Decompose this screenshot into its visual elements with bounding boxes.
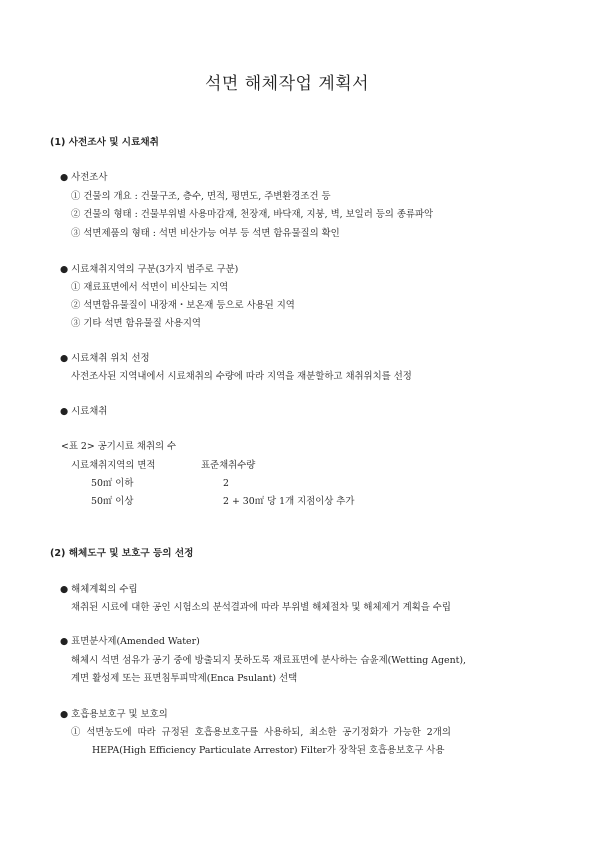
paragraph: 해체시 석면 섬유가 공기 중에 방출되지 못하도록 재료표면에 분사하는 습윤제(Wetting Agent),: [71, 655, 467, 666]
bullet-respiratory-protection: ● 호흡용보호구 및 보호의: [60, 709, 168, 720]
paragraph: 계면 활성제 또는 표면침투피막제(Enca Psulant) 선택: [71, 673, 298, 684]
section-1-title: (1) 사전조사 및 시료채취: [50, 137, 159, 148]
bullet-sampling-area: ● 시료채취지역의 구분(3가지 범주로 구분): [60, 264, 239, 275]
table-cell: 2 + 30㎡ 당 1개 지점이상 추가: [223, 496, 355, 507]
bullet-sampling: ● 시료채취: [60, 406, 108, 417]
table-header-area: 시료채취지역의 면적: [71, 460, 156, 471]
table-header-quantity: 표준채취수량: [201, 460, 256, 471]
list-item: ① 석면농도에 따라 규정된 호흡용보호구를 사용하되, 최소한 공기정화가 가능한 2개의: [71, 727, 451, 738]
list-item: ① 재료표면에서 석면이 비산되는 지역: [71, 282, 229, 293]
bullet-demolition-plan: ● 해체계획의 수립: [60, 584, 138, 595]
list-item: ③ 석면제품의 형태 : 석면 비산가능 여부 등 석면 함유물질의 확인: [71, 228, 340, 239]
bullet-preliminary-survey: ● 사전조사: [60, 172, 108, 183]
table-caption: <표 2> 공기시료 채취의 수: [61, 441, 177, 452]
list-item: ① 건물의 개요 : 건물구조, 층수, 면적, 평면도, 주변환경조건 등: [71, 191, 331, 202]
bullet-sampling-location: ● 시료채취 위치 선정: [60, 353, 150, 364]
bullet-amended-water: ● 표면분사제(Amended Water): [60, 636, 200, 647]
list-item: ③ 기타 석면 함유물질 사용지역: [71, 318, 201, 329]
table-cell: 50㎡ 이하: [91, 478, 134, 489]
paragraph: 채취된 시료에 대한 공인 시험소의 분석결과에 따라 부위별 해체절차 및 해체제거 계획을 수립: [71, 602, 451, 613]
paragraph: 사전조사된 지역내에서 시료채취의 수량에 따라 지역을 재분할하고 채취위치를 선정: [71, 371, 412, 382]
page-title: 석면 해체작업 계획서: [205, 74, 370, 94]
table-cell: 2: [223, 478, 229, 489]
table-cell: 50㎡ 이상: [91, 496, 134, 507]
list-item: ② 석면함유물질이 내장재・보온재 등으로 사용된 지역: [71, 300, 295, 311]
list-item-continuation: HEPA(High Efficiency Particulate Arrestor) Filter가 장착된 호흡용보호구 사용: [92, 745, 445, 756]
list-item: ② 건물의 형태 : 건물부위별 사용마감재, 천장재, 바닥재, 지붕, 벽, 보일러 등의 종류파악: [71, 209, 434, 220]
section-2-title: (2) 해체도구 및 보호구 등의 선정: [50, 548, 194, 559]
